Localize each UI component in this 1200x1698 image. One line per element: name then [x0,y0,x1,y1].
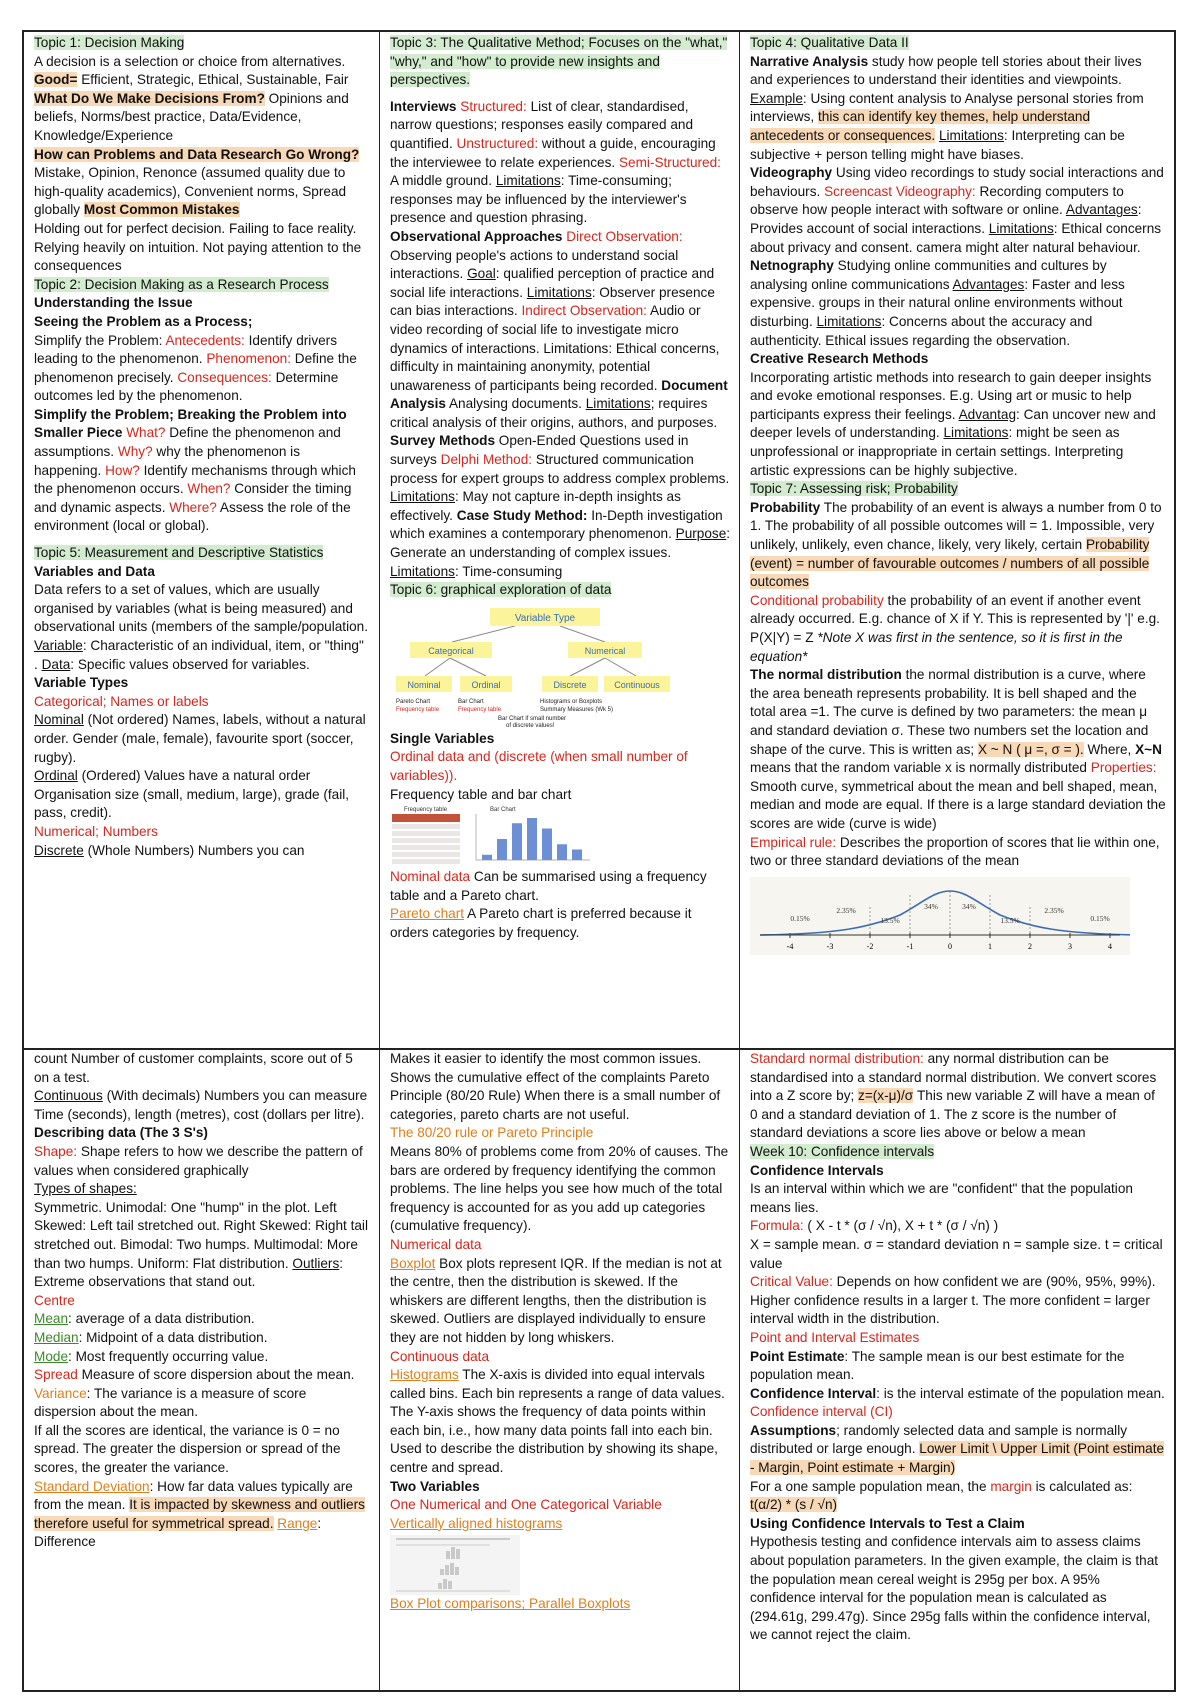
mini-bars [482,818,582,860]
categorical-label: Categorical; Names or labels [34,693,209,709]
bell-tick-label: -4 [786,941,794,951]
probability-paragraph: Probability The probability of an event is always a number from 0 to 1. The probability of all possible outcomes will = 1. Impossible, very unlikely, unlikely, even chance, likely, very likely, certain Probability (event) = number of favourable outcomes / numbers of all possible outcomes [750,499,1162,590]
bell-pct-label: 2.35% [836,905,856,915]
bell-ticks [787,933,1112,951]
boxplot-def: Boxplot Box plots represent IQR. If the median is not at the centre, then the distribution is skewed. If the whiskers are different lengths, then the distribution is skewed. Outliers are displayed individually to ensure they are not hidden by long whiskers. [390,1255,722,1345]
mean-def: Mean: average of a data distribution. [34,1311,255,1327]
bell-tick-label: 3 [1068,941,1072,951]
mini-bar [572,850,582,861]
mini-bar [482,855,492,860]
ci-label: Confidence interval (CI) [750,1404,893,1420]
mini-table-rows [392,824,460,864]
variable-types-heading: Variable Types [34,675,129,691]
variable-type-tree [390,600,730,730]
seeing-problem-heading: Seeing the Problem as a Process; [34,313,253,329]
topic-6-heading: Topic 6: graphical exploration of data [390,582,612,598]
decision-paragraph: A decision is a selection or choice from alternatives. Good= Efficient, Strategic, Ethical, Sustainable, Fair What Do We Make Decisions From? Opinions and beliefs, Norms/best practice, Data/Evidence, Knowledge/Experience [34,53,349,143]
creative-heading: Creative Research Methods [750,351,929,367]
discrete-def: Discrete (Whole Numbers) Numbers you can [34,842,305,858]
mode-def: Mode: Most frequently occurring value. [34,1348,269,1364]
bell-pct-label: 2.35% [1044,905,1064,915]
topic-5-heading: Topic 5: Measurement and Descriptive Statistics [34,545,324,561]
creative-paragraph: Incorporating artistic methods into research to gain deeper insights and evoke emotional responses. E.g. Using art or music to help participants express their feelings. Advantag: Can uncover new and deeper levels of understanding. Limitations: might be seen as unprofessional or inappropriate in certain settings. Interpreting artistic expressions can be highly subjective. [750,369,1156,478]
tree-n1: Pareto Chart [396,698,431,705]
tree-ordinal: Ordinal [471,679,501,690]
boxplot-comparisons-label: Box Plot comparisons; Parallel Boxplots [390,1596,631,1612]
nominal-data-paragraph: Nominal data Can be summarised using a frequency table and a Pareto chart. [390,869,707,903]
numerical-data-label: Numerical data [390,1236,482,1252]
point-estimate-def: Point Estimate: The sample mean is our best estimate for the population mean. [750,1348,1125,1383]
top-row [24,32,1174,1050]
definitions-line: X = sample mean. σ = standard deviation n = sample size. t = critical value [750,1236,1163,1271]
tree-o2: Frequency table [458,706,502,713]
variables-data-heading: Variables and Data [34,563,155,579]
tree-d1: Histograms or Boxplots [540,698,603,705]
variance-text: If all the scores are identical, the variance is 0 = no spread. The greater the dispersion or spread of the scores, the greater the variance. [34,1422,341,1476]
mistakes-text: Holding out for perfect decision. Failing to face reality. Relying heavily on intuition. Not paying attention to the consequences [34,220,362,274]
process-paragraph: Simplify the Problem: Antecedents: Identify drivers leading to the phenomenon. Phenomenon: Define the phenomenon precisely. Consequences: Determine outcomes led by the phenomenon. [34,332,357,404]
using-ci-text: Hypothesis testing and confidence intervals aim to assess claims about population parameters. In the given example, the claim is that the population mean cereal weight is 295g per box. A 95% confidence interval for the population mean is calculated as (294.61g, 299.47g). Since 295g falls within the confidence interval, we cannot reject the claim. [750,1534,1159,1643]
one-num-cat-label: One Numerical and One Categorical Variable [390,1497,662,1513]
tree-nominal: Nominal [407,679,441,690]
col2-top [380,32,740,1048]
pareto-cont-text: Makes it easier to identify the most common issues. Shows the cumulative effect of the complaints Pareto Principle (80/20 Rule) When there is a small number of categories, pareto charts are not useful. [390,1051,721,1122]
std-normal-paragraph: Standard normal distribution: any normal distribution can be standardised into a standard normal distribution. We convert scores into a Z score by; z=(x-μ)/σ This new variable Z will have a mean of 0 and a standard deviation of 1. The z score is the number of standard deviations a score lies above or below a mean [750,1051,1157,1141]
shapes-text: Symmetric. Unimodal: One "hump" in the plot. Left Skewed: Left tail stretched out. Right Skewed: Right tail stretched out. Bimodal: Two humps. Multimodal: More than two humps. Uniform: Flat distribution. Outliers: Extreme observations that stand out. [34,1199,368,1290]
col2-bottom [380,1048,740,1690]
bell-curve-line [760,891,1130,935]
tree-n2: Frequency table [396,706,440,713]
col1-top: Topic 1: Decision Making A decision is a selection or choice from alternatives. Good= Efficient, Strategic, Ethical, Sustainable, Fair What Do We Make Decisions From? Opinions and beliefs, Norms/best practice, Data/Evidence, Knowledge/Experience How can Problems and Data Research Go Wrong? Mistake, Opinion, Renonce (assumed quality due to high-quality academics), Convenient norms, Spread globally Most Common Mistakes Holding out for perfect decision. Failing to face reality. Relying heavily on intuition. Not paying attention to the consequences Topic 2: Decision Making as a Research Process Understanding the Issue Seeing the Problem as a Process; Simplify the Problem: Antecedents: Identify drivers leading to the phenomenon. Phenomenon: Define the phenomenon precisely. Consequences: Determine outcomes led by the phenomenon. Simplify the Problem; Breaking the Problem into Smaller Piece What? Define the phenomenon and assumptions. Why? why the phenomenon is happening. How? Identify mechanisms through which the phenomenon occurs. When? Consider the timing and dynamic aspects. Where? Assess the role of the environment (local or global). Topic 5: Measurement and Descriptive Statistics Variables and Data Data refers to a set of values, which are usually organised by variables (what is being measured) and observational units (members of the sample/population. Variable: Characteristic of an individual, item, or "thing" . Data: Specific values observed for variables. Variable Types Categorical; Names or labels Nominal (Not ordered) Names, labels, without a natural order. Gender (male, female), favourite sport (soccer, rugby). Ordinal (Ordered) Values have a natural order Organisation size (small, medium, large), grade (fail, pass, credit). Numerical; Numbers Discrete (Whole Numbers) Numbers you can [24,32,380,1048]
tree-root: Variable Type [514,612,576,624]
bell-tick-label: 1 [988,941,992,951]
margin-paragraph: For a one sample population mean, the margin is calculated as: t(α/2) * (s / √n) [750,1478,1133,1513]
vert-hist-label: Vertically aligned histograms [390,1515,563,1531]
mini-bar [497,839,507,860]
variable-def: Variable: Characteristic of an individual, item, or "thing" . Data: Specific values observed for variables. [34,638,364,672]
tree-d4: of discrete values! [506,722,555,729]
bell-percentages [790,902,1109,925]
spread-def: Spread Measure of score dispersion about the mean. Variance: The variance is a measure of score dispersion about the mean. [34,1367,355,1420]
variables-data-text: Data refers to a set of values, which are usually organised by variables (what is being measured) and observational units (members of the sample/population. [34,582,368,635]
bell-pct-label: 0.15% [1090,913,1110,923]
mini-bar-title: Bar Chart [490,807,516,814]
tree-categorical: Categorical [428,645,474,656]
bell-tick-label: -2 [866,941,874,951]
netnography-paragraph: Netnography Studying online communities and cultures by analysing online communications Advantages: Faster and less expensive. groups in their natural online environments without disturbing. Limitations: Concerns about the accuracy and authenticity. Ethical issues regarding the observation. [750,258,1125,348]
ordinal-def: Ordinal (Ordered) Values have a natural order Organisation size (small, medium, large), grade (fail, pass, credit). [34,768,350,821]
mini-bar [512,823,522,860]
bell-dividers [870,891,1030,935]
breaking-paragraph: Simplify the Problem; Breaking the Problem into Smaller Piece What? Define the phenomenon and assumptions. Why? why the phenomenon is happening. How? Identify mechanisms through which the phenomenon occurs. When? Consider the timing and dynamic aspects. Where? Assess the role of the environment (local or global). [34,406,356,534]
tree-continuous: Continuous [614,679,660,690]
rule-8020-text: Means 80% of problems come from 20% of causes. The bars are ordered by frequency identifying the common problems. The line helps you see how much of the total frequency is accounted for as you add up categories (cumulative frequency). [390,1143,729,1234]
shape-def: Shape: Shape refers to how we describe the pattern of values when considered graphically [34,1143,363,1178]
bell-pct-label: 0.15% [790,913,810,923]
nominal-def: Nominal (Not ordered) Names, labels, without a natural order. Gender (male, female), favourite sport (soccer, rugby). [34,712,366,765]
assumptions-paragraph: Assumptions; randomly selected data and sample is normally distributed or large enough. Lower Limit \ Upper Limit (Point estimate - Margin, Point estimate + Margin) [750,1422,1165,1476]
tree-d3: Bar Chart if small number [498,715,567,722]
ordinal-discrete-label: Ordinal data and (discrete (when small number of variables)). [390,749,688,783]
continuous-def: Continuous (With decimals) Numbers you can measure Time (seconds), length (metres), cost (dollars per litre). [34,1088,368,1122]
formula-line: Formula: ( X - t * (σ / √n), X + t * (σ / √n) ) [750,1218,999,1234]
bell-tick-label: 0 [948,941,952,951]
bell-tick-label: 4 [1108,941,1112,951]
numerical-label: Numerical; Numbers [34,823,158,839]
col3-bottom [740,1048,1174,1690]
mini-table-header [392,814,460,822]
bell-tick-label: -3 [826,941,834,951]
mini-bar [527,818,537,860]
mini-freq-title: Frequency table [404,807,448,814]
normal-paragraph: The normal distribution the normal distribution is a curve, where the area beneath represents probability. It is bell shaped and the total area =1. The curve is defined by two parameters: the mean μ and standard deviation σ. These two numbers set the location and shape of the curve. This is written as; X ~ N ( μ =, σ = ). Where, X~N means that the random variable x is normally distributed Properties: Smooth curve, symmetrical about the mean and bell shaped, mean, median and mode are equal. If there is a large standard deviation the scores are wide (curve is wide) [750,667,1166,831]
mini-bar [542,829,552,861]
vertical-histograms-image [390,1535,520,1595]
bell-tick-label: -1 [906,941,914,951]
tree-discrete: Discrete [553,679,587,690]
bottom-row [24,1048,1174,1690]
week-10-heading: Week 10: Confidence intervals [750,1143,935,1159]
bell-pct-label: 34% [962,901,976,911]
tree-numerical: Numerical [584,645,626,656]
topic-1-heading: Topic 1: Decision Making [34,35,185,50]
bell-pct-label: 34% [924,901,938,911]
col3-top [740,32,1174,1048]
ci-text: Is an interval within which we are "confident" that the population means lies. [750,1181,1133,1215]
pareto-paragraph: Pareto chart A Pareto chart is preferred because it orders categories by frequency. [390,906,692,940]
interviews-paragraph: Interviews Structured: List of clear, standardised, narrow questions; responses easily compared and quantified. Unstructured: without a guide, encouraging the interviewee to relate experiences. Semi-Structured: A middle ground. Limitations: Time-consuming; responses may be influenced by the interviewer's presence and question phrasing. [390,98,721,226]
bell-tick-label: 2 [1028,941,1032,951]
sd-def: Standard Deviation: How far data values typically are from the mean. It is impacted by skewness and outliers therefore useful for symmetrical spread. Range: Difference [34,1478,365,1550]
topic-3-heading: Topic 3: The Qualitative Method; Focuses on the "what," "why," and "how" to provide new insights and perspectives. [390,35,728,88]
bell-pct-label: 13.5% [1000,915,1020,925]
col1-bottom [24,1048,380,1690]
using-ci-heading: Using Confidence Intervals to Test a Claim [750,1515,1025,1531]
tree-d2: Summary Measures (Wk 5) [540,706,614,713]
continuous-data-label: Continuous data [390,1348,490,1364]
tree-o1: Bar Chart [458,698,484,705]
videography-paragraph: Videography Using video recordings to study social interactions and behaviours. Screencast Videography: Recording computers to observe how people interact with software or online. Advantages: Provides account of social interactions. Limitations: Ethical concerns about privacy and consent. camera might alter natural behaviour. [750,165,1164,255]
narrative-paragraph: Narrative Analysis study how people tell stories about their lives and experiences to understand their identities and viewpoints. Example: Using content analysis to Analyse personal stories from interviews, this can identify key themes, help understand antecedents or consequences. Limitations: Interpreting can be subjective + person telling might have biases. [750,53,1144,162]
rule-8020-label: The 80/20 rule or Pareto Principle [390,1125,594,1141]
describing-heading: Describing data (The 3 S's) [34,1125,208,1141]
point-interval-label: Point and Interval Estimates [750,1329,920,1345]
cheat-sheet [22,30,1176,1692]
conditional-paragraph: Conditional probability the probability of an event if another event already occurred. E.g. chance of X if Y. This is represented by '|' e.g. P(X|Y) = Z *Note X was first in the sentence, so it is first in the equation* [750,592,1160,664]
two-variables-heading: Two Variables [390,1478,480,1494]
topic-2-heading: Topic 2: Decision Making as a Research Process [34,276,329,292]
count-text: count Number of customer complaints, score out of 5 on a test. [34,1051,353,1085]
topic-4-heading: Topic 4: Qualitative Data II [750,35,909,50]
frequency-bar-chart [390,804,600,868]
empirical-bell-curve [750,877,1130,955]
histograms-def: Histograms The X-axis is divided into equal intervals called bins. Each bin represents a range of data values. The Y-axis shows the frequency of data points within each bin, i.e., how many data points fall into each bin. Used to describe the distribution by showing its shape, centre and spread. [390,1367,725,1476]
go-wrong-paragraph: How can Problems and Data Research Go Wrong? Mistake, Opinion, Renonce (assumed quality due to high-quality academics), Convenient norms, Spread globally Most Common Mistakes [34,146,360,218]
topic-7-heading: Topic 7: Assessing risk; Probability [750,481,958,497]
median-def: Median: Midpoint of a data distribution. [34,1329,268,1345]
centre-label: Centre [34,1292,75,1308]
mini-bar [557,844,567,860]
critical-paragraph: Critical Value: Depends on how confident we are (90%, 95%, 99%). Higher confidence results in a larger t. The more confident = larger interval width in the distribution. [750,1274,1156,1327]
observational-paragraph: Observational Approaches Direct Observation: Observing people's actions to understand social interactions. Goal: qualified perception of practice and social life interactions. Limitations: Observer presence can bias interactions. Indirect Observation: Audio or video recording of social life to investigate micro dynamics of interactions. Limitations: Ethical concerns, difficulty in maintaining anonymity, potential unawareness of participants being recorded. Document Analysis Analysing documents. Limitations; requires critical analysis of their origins, authors, and purposes. Survey Methods Open-Ended Questions used in surveys Delphi Method: Structured communication process for expert groups to address complex problems. Limitations: May not capture in-depth insights as effectively. Case Study Method: In-Depth investigation which examines a contemporary phenomenon. Purpose: Generate an understanding of complex issues. Limitations: Time-consuming [390,228,731,579]
single-variables-heading: Single Variables [390,730,495,746]
ci-heading: Confidence Intervals [750,1162,884,1178]
bell-pct-label: 13.5% [880,915,900,925]
freq-bar-label: Frequency table and bar chart [390,786,572,802]
confidence-interval-def: Confidence Interval: is the interval estimate of the population mean. [750,1385,1165,1401]
empirical-paragraph: Empirical rule: Describes the proportion of scores that lie within one, two or three standard deviations of the mean [750,834,1160,869]
types-shapes-label: Types of shapes: [34,1181,137,1197]
